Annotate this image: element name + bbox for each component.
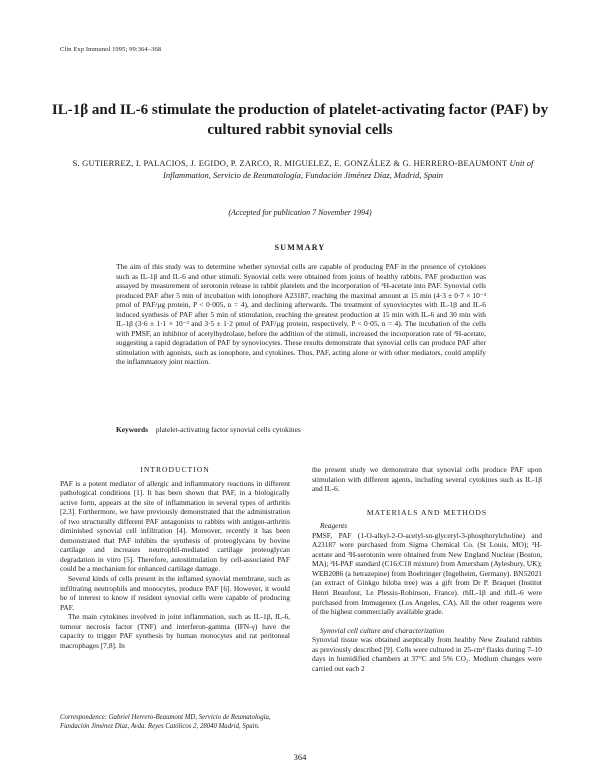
reagents-heading: Reagents xyxy=(320,521,348,531)
intro-paragraph-1: PAF is a potent mediator of allergic and inflammatory reactions in different pathological conditions [1]. It has been shown that PAF, in a biologically active form, appears at the site of inflammation in several types of arthritis [2,3]. Furthermore, we have previously demonstrated that the administration of two structurally different PAF antagonists to rabbits with antigen-arthritis diminished synovial cell infiltration [4]. Moreover, recently it has been demonstrated that PAF inhibits the synthesis of proteoglycans by bovine cartilage and increases neutrophil-mediated cartilage proteoglycan degradation in vitro [5]. Therefore, autostimulation by cell-associated PAF could be a mechanism for enhanced cartilage damage. xyxy=(60,478,290,574)
author-block xyxy=(48,158,558,181)
paper-title: IL-1β and IL-6 stimulate the production of platelet-activating factor (PAF) by cultured rabbit synovial cells xyxy=(51,102,549,138)
intro-paragraph-2: Several kinds of cells present in the inflamed synovial membrane, such as infiltrating neutrophils and monocytes, produce PAF [6]. However, it would be of interest to know if resident synovial cells were capable of producing PAF. xyxy=(60,574,290,612)
reagents-paragraph: PMSF, PAF (1-O-alkyl-2-O-acetyl-sn-glyceryl-3-phosphorylcholine) and A23187 were purchased from Sigma Chemical Co. (St Louis, MO); ³H-acetate and ³H-serotonin were obtained from New England Nuclear (Boston, MA); ³H-PAF standard (C16:C18 mixture) from Amersham (Aylesbury, UK); WEB2086 (a hetrazepine) from Boehringer (Ingelheim, Germany). BN52021 (an extract of Ginkgo biloba tree) was a gift from Dr P. Braquet (Institut Henri Beaufour, Le Plessis-Robinson, France). rhIL-1β and rhIL-6 were purchased from Immugenex (Los Angeles, CA). All the other reagents were of the highest commercially available grade. xyxy=(312,530,542,617)
author-list: S. GUTIERREZ, I. PALACIOS, J. EGIDO, P. ZARCO, R. MIGUELEZ, E. GONZÁLEZ & G. HERRERO-BEAUMONT xyxy=(72,158,508,168)
affiliation: Unit of Inflammation, Servicio de Reumatología, Fundación Jiménez Díaz, Madrid, Spain xyxy=(163,158,534,180)
culture-paragraph: Synovial tissue was obtained aseptically from healthy New Zealand rabbits as previously described [9]. Cells were cultured in 25-cm² flasks during 7–10 days in humidified chambers at 37°C and 5% CO₂. Medium changes were carried out each 2 xyxy=(312,635,542,673)
intro-paragraph-3: The main cytokines involved in joint inflammation, such as IL-1β, IL-6, tumour necrosis factor (TNF) and interferon-gamma (IFN-γ) have the capacity to trigger PAF synthesis by human monocytes and rat peritoneal macrophages [7,8]. In xyxy=(60,612,290,650)
methods-heading: MATERIALS AND METHODS xyxy=(366,507,488,517)
introduction-heading: INTRODUCTION xyxy=(140,465,210,474)
keywords-label: Keywords xyxy=(116,425,149,434)
keywords-line xyxy=(116,425,486,434)
left-column xyxy=(60,465,290,650)
intro-continuation: the present study we demonstrate that synovial cells produce PAF upon stimulation with different agents, including several cytokines such as IL-1β and IL-6. xyxy=(312,465,542,494)
journal-citation: Clin Exp Immunol 1995; 99:364–368 xyxy=(60,46,162,53)
page-number: 364 xyxy=(293,752,307,762)
keywords-list: platelet-activating factor synovial cells cytokines xyxy=(155,425,301,434)
culture-heading: Synovial cell culture and characterization xyxy=(320,625,445,635)
right-column xyxy=(312,465,542,673)
summary-heading: SUMMARY xyxy=(274,243,326,252)
accepted-date: (Accepted for publication 7 November 1994) xyxy=(228,208,372,217)
correspondence-footnote: Correspondence: Gabriel Herrero-Beaumont MD, Servicio de Reumatología, Fundación Jiménez Díaz, Avda. Reyes Católicos 2, 28040 Madrid, Spain. xyxy=(60,714,271,730)
abstract-text: The aim of this study was to determine whether synovial cells are capable of producing PAF in the presence of cytokines such as IL-1β and IL-6 and other stimuli. Synovial cells were obtained from joints of healthy rabbits. PAF production was assayed by measurement of serotonin release in rabbit platelets and the incorporation of ³H-acetate into PAF. Synovial cells produced PAF after 5 min of incubation with ionophore A23187, reaching the maximal amount at 15 min (4·3 ± 0·7 × 10⁻³ pmol of PAF/μg protein, P < 0·005, n = 4), and declining afterwards. The treatment of synoviocytes with IL-1β and IL-6 induced synthesis of PAF after 5 min of stimulation, reaching the greatest production at 15 min with IL-6 and 30 min with IL-1β (3·6 ± 1·1 × 10⁻³ and 3·5 ± 1·2 pmol of PAF/μg protein, respectively, P < 0·05, n = 4). The incubation of the cells with PMSF, an inhibitor of acetylhydrolase, before the addition of the stimuli, increased the incorporation rate of ³H-acetate, suggesting a rapid degradation of PAF by synoviocytes. These results demonstrate that synovial cells can produce PAF after stimulation with agonists, such as ionophore, and cytokines. Thus, PAF, acting alone or with other mediators, could amplify the inflammatory joint reaction. xyxy=(116,262,486,367)
